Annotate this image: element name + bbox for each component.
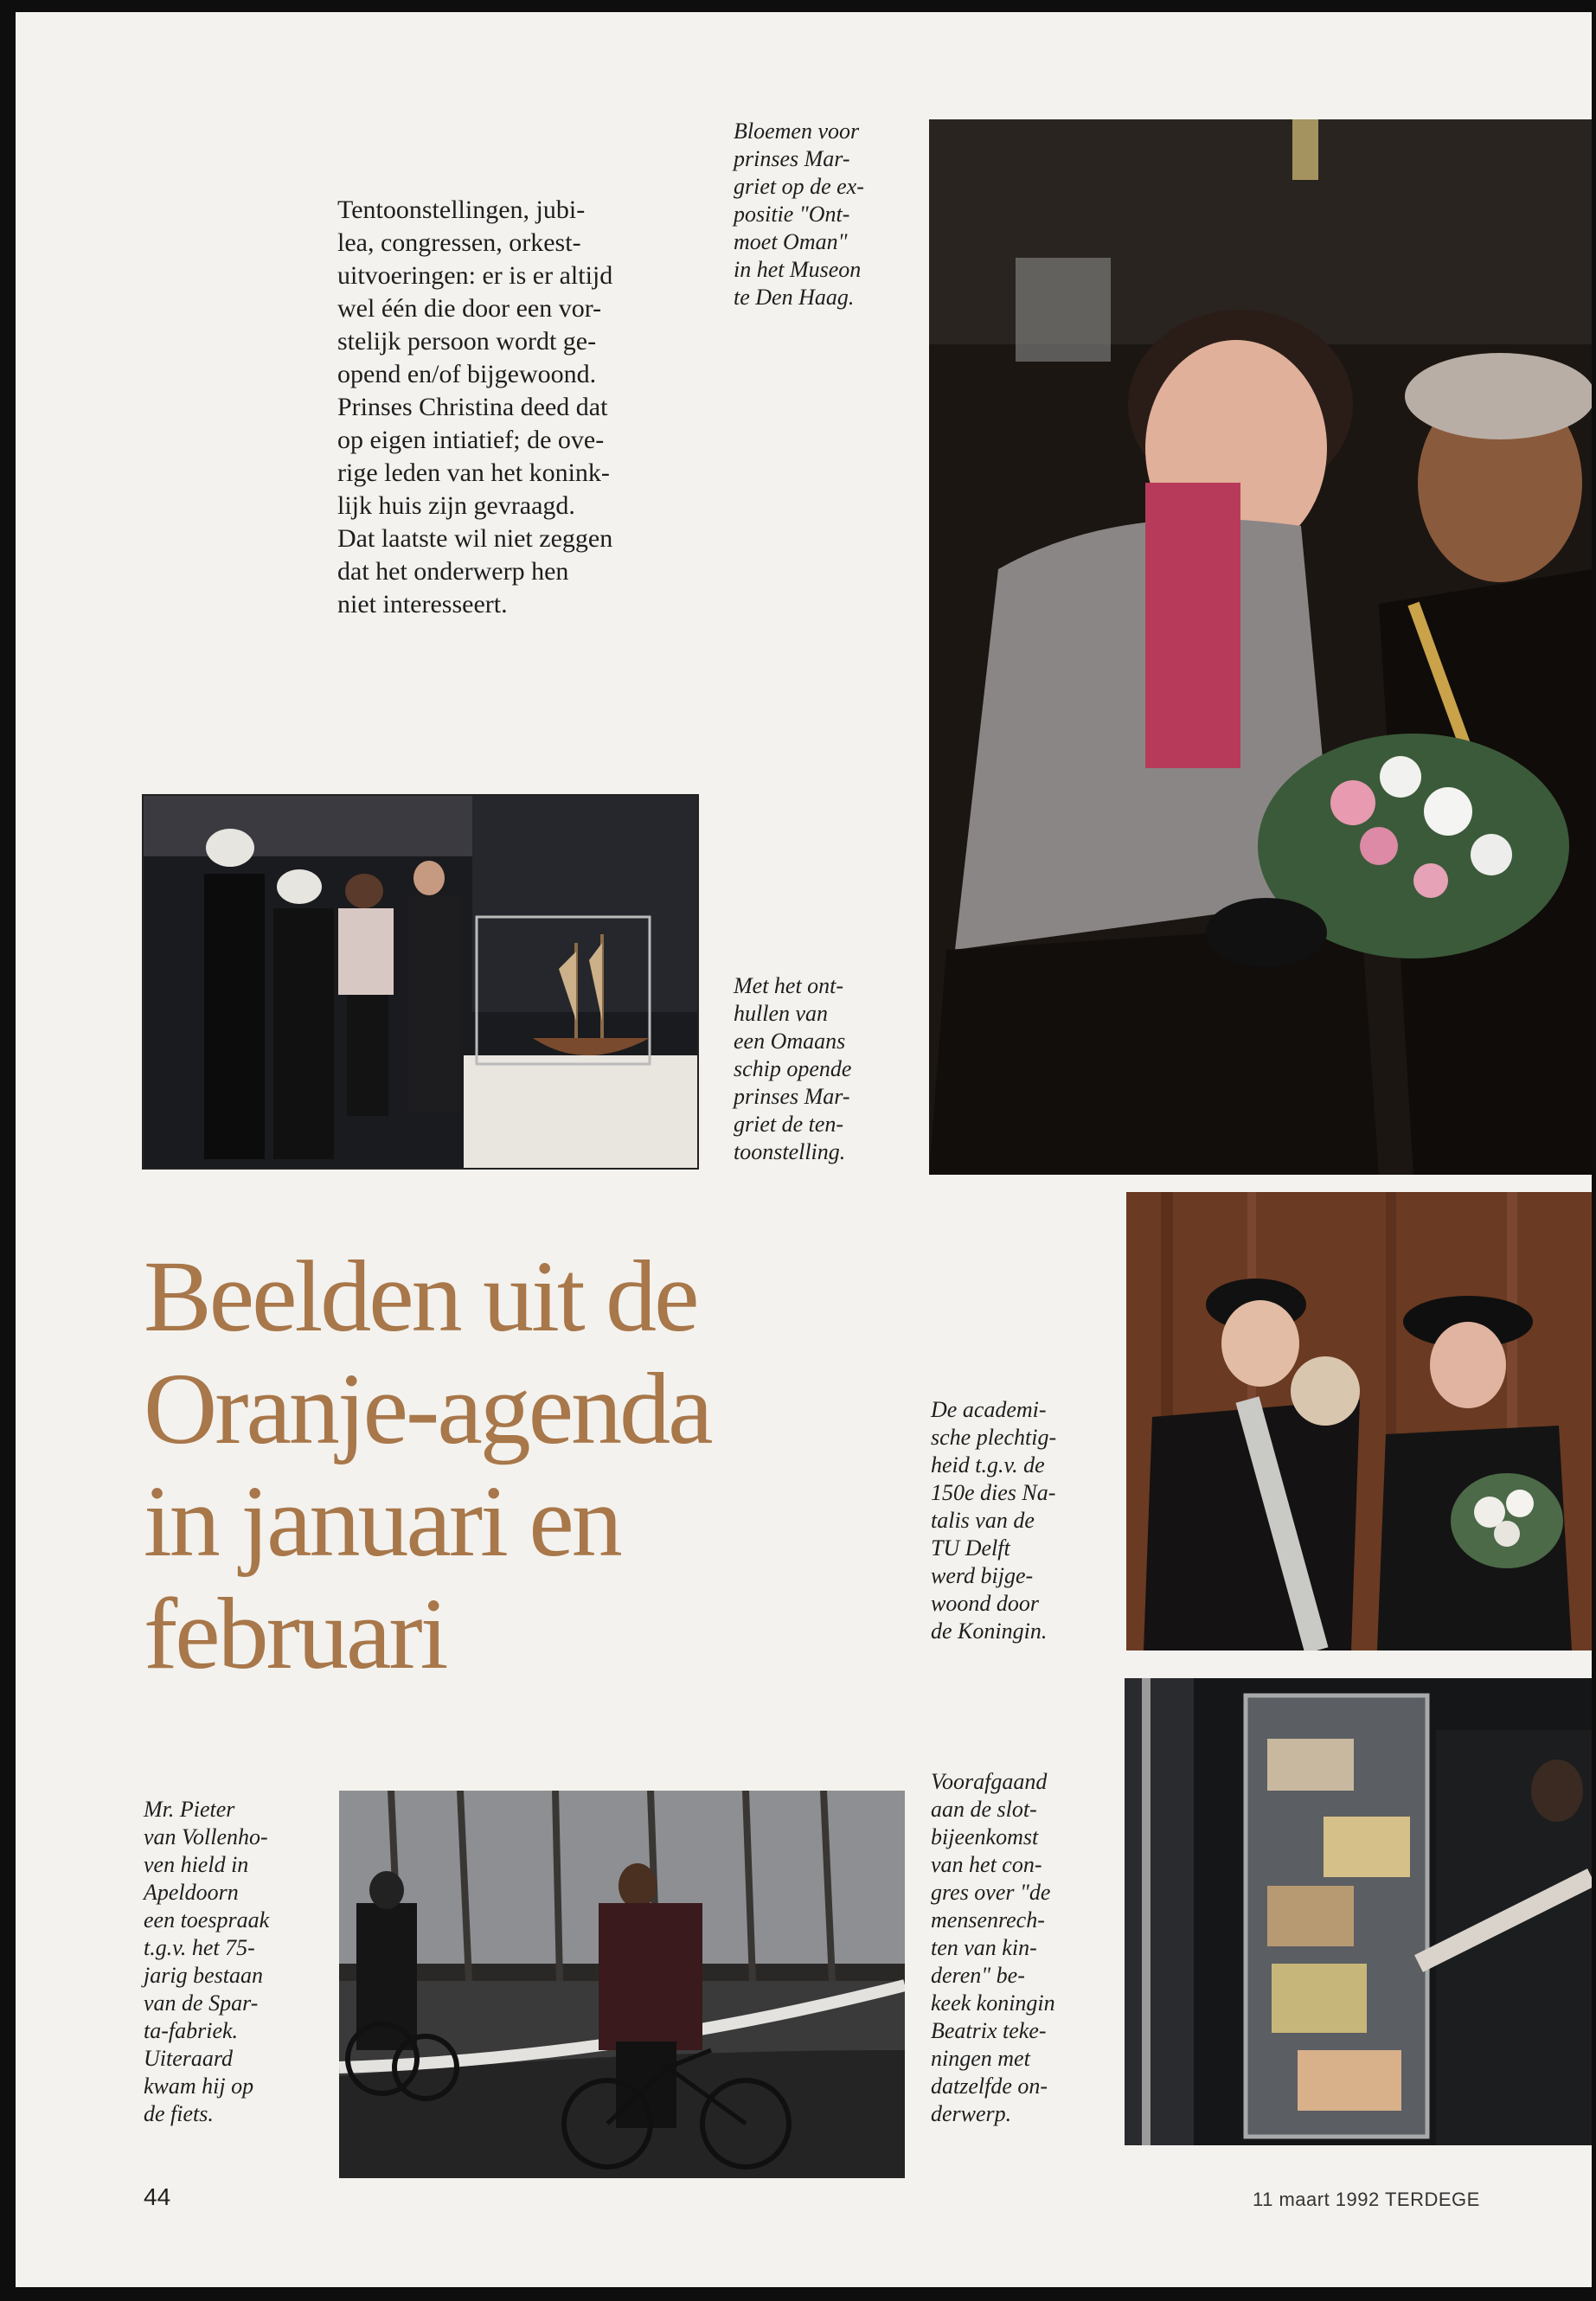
photo-sparta-bicycle	[339, 1791, 905, 2178]
intro-line: dat het onderwerp hen	[337, 557, 569, 586]
caption-tu-delft: De academi- sche plechtig- heid t.g.v. de 150e dies Na- talis van de TU Delft werd bijge- woond door de Koningin.	[931, 1397, 1057, 1644]
footer-issue-date: 11 maart 1992 TERDEGE	[1253, 2189, 1480, 2210]
photo-oman-ship	[142, 794, 699, 1170]
intro-line: niet interesseert.	[337, 590, 508, 619]
photo-tu-delft	[1126, 1192, 1592, 1650]
intro-line: Dat laatste wil niet zeggen	[337, 524, 613, 553]
intro-line: Prinses Christina deed dat	[337, 393, 608, 421]
headline: Beelden uit de Oranje-agenda in januari en februari	[144, 1240, 711, 1690]
intro-line: lijk huis zijn gevraagd.	[337, 491, 575, 520]
photo-drawings-board	[1125, 1678, 1592, 2145]
intro-line: opend en/of bijgewoond.	[337, 360, 597, 388]
intro-line: stelijk persoon wordt ge-	[337, 327, 597, 356]
intro-line: uitvoeringen: er is er altijd	[337, 261, 613, 290]
intro-line: wel één die door een vor-	[337, 294, 602, 323]
intro-paragraph	[337, 194, 718, 621]
intro-line: lea, congressen, orkest-	[337, 228, 581, 257]
intro-line: Tentoonstellingen, jubi-	[337, 195, 586, 224]
intro-line: op eigen intiatief; de ove-	[337, 426, 605, 454]
page-number: 44	[144, 2183, 171, 2210]
intro-line: rige leden van het konink-	[337, 458, 610, 487]
magazine-page	[16, 12, 1592, 2287]
photo-princess-flowers	[929, 119, 1592, 1175]
caption-beatrix-drawings: Voorafgaand aan de slot- bijeenkomst van het con- gres over "de mensenrech- ten van kin- deren" be- keek koningin Beatrix teke- ningen met datzelfde on- derwerp.	[931, 1769, 1055, 2126]
caption-oman-ship: Met het ont- hullen van een Omaans schip opende prinses Mar- griet de ten- toonstelling.	[734, 973, 852, 1164]
caption-sparta: Mr. Pieter van Vollenho- ven hield in Apeldoorn een toespraak t.g.v. het 75- jarig bestaan van de Spar- ta-fabriek. Uiteraard kwam hij op de fiets.	[144, 1797, 270, 2126]
caption-oman-flowers: Bloemen voor prinses Mar- griet op de ex- positie "Ont- moet Oman" in het Museon te Den Haag.	[734, 119, 864, 310]
